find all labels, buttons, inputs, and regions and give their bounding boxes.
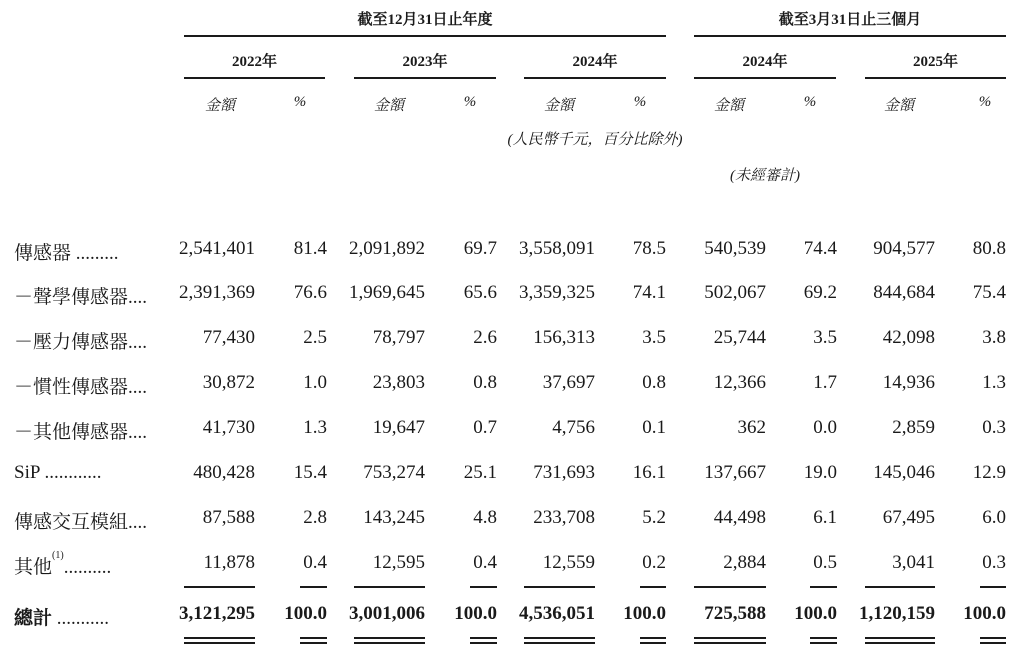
amount-cell: 44,498 bbox=[713, 507, 766, 528]
row-label: －聲學傳感器.... bbox=[14, 287, 148, 308]
total-double-rule bbox=[300, 642, 327, 644]
amount-header: 金額 bbox=[543, 98, 574, 114]
amount-cell: 78,797 bbox=[372, 327, 425, 348]
row-label: 其他$^{(1)}$.......... bbox=[14, 550, 112, 578]
amount-cell: 3,041 bbox=[892, 552, 935, 573]
amount-header: 金額 bbox=[883, 98, 914, 114]
pct-header: % bbox=[978, 94, 992, 110]
pct-cell: 6.0 bbox=[982, 507, 1006, 528]
total-pct-cell: 100.0 bbox=[794, 603, 837, 624]
group-rule-annual bbox=[184, 35, 666, 37]
total-double-rule bbox=[865, 637, 935, 639]
amount-cell: 502,067 bbox=[704, 282, 766, 303]
pct-header: % bbox=[293, 94, 307, 110]
pct-cell: 78.5 bbox=[632, 238, 666, 259]
amount-header: 金額 bbox=[373, 98, 404, 114]
total-double-rule bbox=[524, 637, 595, 639]
amount-cell: 143,245 bbox=[363, 507, 425, 528]
amount-cell: 30,872 bbox=[202, 372, 255, 393]
amount-cell: 14,936 bbox=[882, 372, 935, 393]
year-header-2023: 2023年 bbox=[402, 54, 448, 70]
pct-cell: 74.4 bbox=[803, 238, 837, 259]
pct-cell: 81.4 bbox=[293, 238, 327, 259]
pct-cell: 0.1 bbox=[642, 417, 666, 438]
row-label: 傳感交互模組.... bbox=[14, 512, 148, 533]
row-label: 傳感器 ......... bbox=[14, 243, 119, 264]
amount-cell: 145,046 bbox=[873, 462, 935, 483]
subtotal-rule bbox=[300, 586, 327, 588]
year-rule bbox=[354, 77, 496, 79]
amount-cell: 37,697 bbox=[542, 372, 595, 393]
amount-cell: 480,428 bbox=[193, 462, 255, 483]
amount-cell: 753,274 bbox=[363, 462, 425, 483]
amount-cell: 233,708 bbox=[533, 507, 595, 528]
amount-header: 金額 bbox=[713, 98, 744, 114]
pct-cell: 16.1 bbox=[632, 462, 666, 483]
pct-cell: 0.4 bbox=[303, 552, 327, 573]
amount-cell: 12,595 bbox=[372, 552, 425, 573]
amount-cell: 2,884 bbox=[723, 552, 766, 573]
pct-header: % bbox=[463, 94, 477, 110]
amount-cell: 362 bbox=[737, 417, 766, 438]
total-double-rule bbox=[184, 637, 255, 639]
group-rule-quarter bbox=[694, 35, 1006, 37]
unaudited-note: (未經審計) bbox=[730, 168, 800, 184]
pct-cell: 2.6 bbox=[473, 327, 497, 348]
pct-cell: 69.7 bbox=[463, 238, 497, 259]
total-double-rule bbox=[354, 637, 425, 639]
amount-cell: 137,667 bbox=[704, 462, 766, 483]
pct-cell: 25.1 bbox=[463, 462, 497, 483]
group-title-annual: 截至12月31日止年度 bbox=[357, 12, 493, 28]
subtotal-rule bbox=[354, 586, 425, 588]
amount-cell: 2,091,892 bbox=[349, 238, 425, 259]
pct-cell: 0.3 bbox=[982, 417, 1006, 438]
subtotal-rule bbox=[865, 586, 935, 588]
amount-cell: 3,558,091 bbox=[519, 238, 595, 259]
pct-cell: 2.5 bbox=[303, 327, 327, 348]
total-amount-cell: 3,121,295 bbox=[179, 603, 255, 624]
amount-cell: 731,693 bbox=[533, 462, 595, 483]
year-header-q2025: 2025年 bbox=[912, 54, 958, 70]
total-pct-cell: 100.0 bbox=[284, 603, 327, 624]
amount-cell: 3,359,325 bbox=[519, 282, 595, 303]
pct-cell: 4.8 bbox=[473, 507, 497, 528]
pct-cell: 0.5 bbox=[813, 552, 837, 573]
subtotal-rule bbox=[184, 586, 255, 588]
total-amount-cell: 3,001,006 bbox=[349, 603, 425, 624]
total-double-rule bbox=[470, 637, 497, 639]
pct-header: % bbox=[803, 94, 817, 110]
pct-cell: 2.8 bbox=[303, 507, 327, 528]
total-double-rule bbox=[810, 642, 837, 644]
pct-cell: 12.9 bbox=[972, 462, 1006, 483]
subtotal-rule bbox=[470, 586, 497, 588]
year-rule bbox=[865, 77, 1006, 79]
amount-cell: 25,744 bbox=[713, 327, 766, 348]
subtotal-rule bbox=[980, 586, 1006, 588]
pct-cell: 76.6 bbox=[293, 282, 327, 303]
total-pct-cell: 100.0 bbox=[454, 603, 497, 624]
amount-cell: 904,577 bbox=[873, 238, 935, 259]
amount-cell: 540,539 bbox=[704, 238, 766, 259]
pct-cell: 69.2 bbox=[803, 282, 837, 303]
pct-cell: 1.0 bbox=[303, 372, 327, 393]
pct-cell: 80.8 bbox=[972, 238, 1006, 259]
pct-cell: 0.2 bbox=[642, 552, 666, 573]
year-rule bbox=[694, 77, 836, 79]
total-double-rule bbox=[694, 642, 766, 644]
pct-cell: 0.7 bbox=[473, 417, 497, 438]
amount-cell: 87,588 bbox=[202, 507, 255, 528]
subtotal-rule bbox=[640, 586, 666, 588]
amount-cell: 2,391,369 bbox=[179, 282, 255, 303]
pct-cell: 15.4 bbox=[293, 462, 327, 483]
year-header-q2024: 2024年 bbox=[742, 54, 788, 70]
amount-cell: 67,495 bbox=[882, 507, 935, 528]
row-label: －慣性傳感器.... bbox=[14, 377, 148, 398]
pct-cell: 1.3 bbox=[982, 372, 1006, 393]
total-pct-cell: 100.0 bbox=[623, 603, 666, 624]
pct-cell: 0.8 bbox=[642, 372, 666, 393]
total-double-rule bbox=[640, 637, 666, 639]
total-double-rule bbox=[354, 642, 425, 644]
pct-cell: 1.3 bbox=[303, 417, 327, 438]
total-double-rule bbox=[300, 637, 327, 639]
total-double-rule bbox=[184, 642, 255, 644]
total-double-rule bbox=[810, 637, 837, 639]
year-rule bbox=[524, 77, 666, 79]
year-header-2024: 2024年 bbox=[572, 54, 618, 70]
pct-cell: 65.6 bbox=[463, 282, 497, 303]
row-label: SiP ............ bbox=[14, 462, 102, 483]
pct-cell: 0.3 bbox=[982, 552, 1006, 573]
pct-cell: 19.0 bbox=[803, 462, 837, 483]
row-label: －壓力傳感器.... bbox=[14, 332, 148, 353]
year-rule bbox=[184, 77, 325, 79]
total-amount-cell: 1,120,159 bbox=[859, 603, 935, 624]
pct-cell: 3.5 bbox=[642, 327, 666, 348]
amount-header: 金額 bbox=[204, 98, 235, 114]
subtotal-rule bbox=[524, 586, 595, 588]
group-title-quarter: 截至3月31日止三個月 bbox=[778, 12, 922, 28]
amount-cell: 11,878 bbox=[203, 552, 255, 573]
amount-cell: 12,366 bbox=[713, 372, 766, 393]
amount-cell: 77,430 bbox=[202, 327, 255, 348]
pct-cell: 0.0 bbox=[813, 417, 837, 438]
pct-cell: 0.8 bbox=[473, 372, 497, 393]
amount-cell: 12,559 bbox=[542, 552, 595, 573]
amount-cell: 41,730 bbox=[202, 417, 255, 438]
amount-cell: 4,756 bbox=[552, 417, 595, 438]
amount-cell: 844,684 bbox=[873, 282, 935, 303]
row-label: －其他傳感器.... bbox=[14, 422, 148, 443]
total-double-rule bbox=[470, 642, 497, 644]
amount-cell: 2,859 bbox=[892, 417, 935, 438]
total-double-rule bbox=[524, 642, 595, 644]
year-header-2022: 2022年 bbox=[231, 54, 277, 70]
pct-cell: 3.5 bbox=[813, 327, 837, 348]
total-double-rule bbox=[980, 637, 1006, 639]
unit-note: (人民幣千元，百分比除外) bbox=[507, 132, 683, 148]
amount-cell: 156,313 bbox=[533, 327, 595, 348]
pct-cell: 0.4 bbox=[473, 552, 497, 573]
subtotal-rule bbox=[810, 586, 837, 588]
pct-cell: 6.1 bbox=[813, 507, 837, 528]
pct-header: % bbox=[633, 94, 647, 110]
total-double-rule bbox=[980, 642, 1006, 644]
amount-cell: 19,647 bbox=[372, 417, 425, 438]
total-double-rule bbox=[694, 637, 766, 639]
total-pct-cell: 100.0 bbox=[963, 603, 1006, 624]
total-double-rule bbox=[865, 642, 935, 644]
amount-cell: 2,541,401 bbox=[179, 238, 255, 259]
amount-cell: 42,098 bbox=[882, 327, 935, 348]
subtotal-rule bbox=[694, 586, 766, 588]
total-amount-cell: 725,588 bbox=[704, 603, 766, 624]
amount-cell: 1,969,645 bbox=[349, 282, 425, 303]
total-amount-cell: 4,536,051 bbox=[519, 603, 595, 624]
total-double-rule bbox=[640, 642, 666, 644]
pct-cell: 5.2 bbox=[642, 507, 666, 528]
pct-cell: 74.1 bbox=[632, 282, 666, 303]
pct-cell: 3.8 bbox=[982, 327, 1006, 348]
pct-cell: 75.4 bbox=[972, 282, 1006, 303]
amount-cell: 23,803 bbox=[372, 372, 425, 393]
pct-cell: 1.7 bbox=[813, 372, 837, 393]
total-row-label: 總計 ........... bbox=[14, 608, 110, 629]
